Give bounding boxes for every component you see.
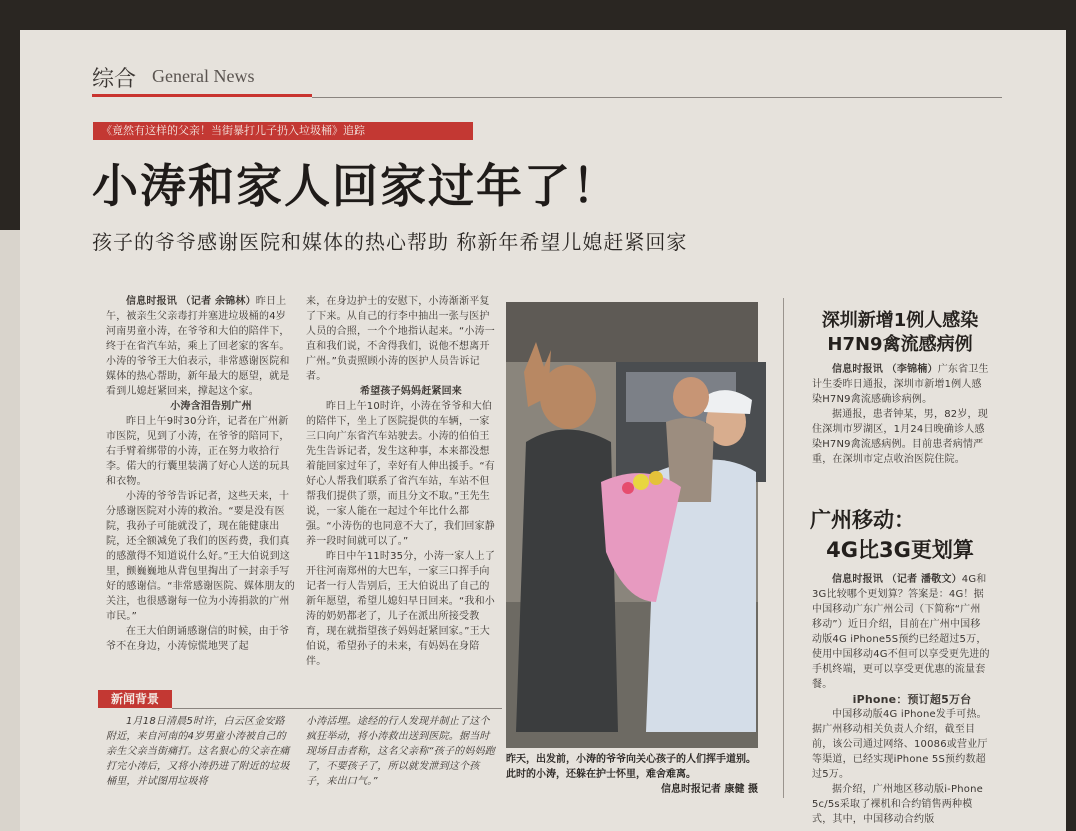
news-background-left: [106, 714, 292, 790]
section-underline: [92, 94, 312, 97]
photo-illustration: [506, 302, 758, 748]
subheadline: 孩子的爷爷感谢医院和媒体的热心帮助 称新年希望儿媳赶紧回家: [92, 230, 688, 254]
section-title-en: General News: [152, 66, 255, 86]
paragraph: 昨日上午9时30分许，记者在广州新市医院，见到了小涛，在爷爷的陪同下，右手臂着绑带的小涛，正在努力收拾行李。偌大的行囊里装满了好心人送的玩具和衣物。: [106, 416, 290, 487]
paragraph: 小涛活埋。途经的行人发现并制止了这个疯狂举动，将小涛救出送到医院。据当时现场目击者称，这名父亲称“孩子的妈妈跑了，不要孩子了，所以就发泄到这个孩子，来出口气。”: [306, 716, 495, 787]
news-photo: [506, 302, 758, 748]
paragraph: 在王大伯朗诵感谢信的时候，由于爷爷不在身边，小涛惊慌地哭了起: [106, 626, 290, 652]
byline: 信息时报讯 （李锦楠）: [832, 364, 938, 375]
sidebar1-body: [812, 362, 990, 476]
sidebar1-headline-1: 深圳新增1例人感染: [821, 310, 979, 331]
article-column-1: [106, 294, 296, 684]
header-rule: [312, 97, 1002, 98]
paragraph: 昨日上午，被亲生父亲毒打并塞进垃圾桶的4岁河南男童小涛，在爷爷和大伯的陪伴下，终于在省汽车站，乘上了回老家的客车。小涛的爷爷王大伯表示，非常感谢医院和媒体的热心帮助，新年最大的愿望，就是看到儿媳赶紧回来，撑起这个家。: [106, 296, 290, 397]
article-column-2: [306, 294, 496, 684]
sidebar2-headline-1: 广州移动：: [810, 508, 915, 532]
sidebar1-headline-2: H7N9禽流感病例: [827, 334, 973, 355]
adjacent-page-edge: [0, 230, 22, 831]
paragraph: 昨日中午11时35分，小涛一家人上了开往河南郑州的大巴车，一家三口挥手向记者一行人告别后，王大伯说出了自己的新年愿望，希望儿媳妇早日回来。“我和小涛的奶奶都老了，儿子在派出所接受教育，现在就指望孩子妈妈赶紧回家。”王大伯说，希望孙子的未来，有妈妈在身陪伴。: [306, 551, 496, 667]
paragraph: 4G和3G比较哪个更划算？答案是：4G！据中国移动广东广州公司（下简称“广州移动”）近日介绍，目前在广州中国移动版4G iPhone5S预约已经超过5万，使用中国移动4G不但可以享受更先进的手机终端，更可以享受更优惠的流量套餐。: [812, 574, 990, 690]
paragraph: 昨日上午10时许，小涛在爷爷和大伯的陪伴下，坐上了医院提供的车辆，一家三口向广东省汽车站驶去。小涛的伯伯王先生告诉记者，发生这种事，本来都没想着能回家过年了，幸好有人伸出援手。“有好心人帮我们联系了省汽车站，车站不但帮我们提供了票，而且分文不取。”王先生说，一家人能在一起过个年比什么都强。“小涛伤的也同意不大了，我们回家静养一段时间就可以了。”: [306, 401, 495, 547]
paragraph: 据通报，患者钟某，男，82岁，现住深圳市罗湖区，1月24日晚确诊人感染H7N9禽流感病例。目前患者病情严重，在深圳市定点收治医院住院。: [812, 409, 988, 465]
section-title-cn: 综合: [92, 67, 137, 92]
news-background-right: [306, 714, 496, 790]
photo-caption: [506, 752, 758, 797]
paragraph: 1月18日清晨5时许，白云区金安路附近，来自河南的4岁男童小涛被自己的亲生父亲当街痛打。这名狠心的父亲在痛打完小涛后，又将小涛扔进了附近的垃圾桶里，并试图用垃圾将: [106, 716, 290, 787]
paragraph: 据介绍，广州地区移动版i-Phone 5c/5s采取了裸机和合约销售两种模式，其中，中国移动合约版: [812, 784, 983, 825]
caption-text: 昨天，出发前，小涛的爷爷向关心孩子的人们挥手道别。此时的小涛，还躲在护士怀里，难舍难离。: [506, 754, 756, 780]
paragraph: 中国移动版4G iPhone发手可热。据广州移动相关负责人介绍，截至目前，该公司通过网络、10086或营业厅等渠道，已经实现iPhone 5S预约数超过5万。: [812, 709, 988, 780]
photo-credit: 信息时报记者 康健 摄: [661, 784, 758, 795]
subsection-title: 小涛含泪告别广州: [170, 401, 252, 412]
sidebar2-body: [812, 572, 990, 825]
news-background-rule: [172, 708, 502, 709]
paragraph: 小涛的爷爷告诉记者，这些天来，十分感谢医院对小涛的救治。“要是没有医院，我孙子可能就没了，现在能健康出院，还全额减免了我们的医药费，我们真的感激得不知道说什么好。”王大伯说到这里，颤巍巍地从背包里掏出了一封亲手写好的感谢信。“非常感谢医院、媒体朋友的关注，也很感谢每一位为小涛捐款的广州市民。”: [106, 491, 295, 622]
subsection-title: iPhone：预订超5万台: [852, 693, 972, 706]
byline: 信息时报讯 （记者 余锦林）: [126, 296, 256, 307]
kicker-banner: 《竟然有这样的父亲！当街暴打儿子扔入垃圾桶》追踪: [93, 122, 473, 140]
paragraph: 广东省卫生计生委昨日通报，深圳市新增1例人感染H7N9禽流感确诊病例。: [812, 364, 989, 405]
subsection-title: 希望孩子妈妈赶紧回来: [360, 386, 462, 397]
byline: 信息时报讯 （记者 潘敬文）: [832, 574, 962, 585]
headline: 小涛和家人回家过年了！: [92, 159, 620, 213]
news-background-tag: 新闻背景: [98, 690, 172, 708]
paragraph: 来，在身边护士的安慰下，小涛渐渐平复了下来。从自己的行李中抽出一张与医护人员的合照，一个个地指认起来。“小涛一直和我们说，不舍得我们，说他不想离开广州。”负责照顾小涛的医护人员告诉记者。: [306, 296, 495, 382]
sidebar2-headline-2: 4G比3G更划算: [826, 538, 974, 562]
column-divider: [783, 298, 784, 798]
